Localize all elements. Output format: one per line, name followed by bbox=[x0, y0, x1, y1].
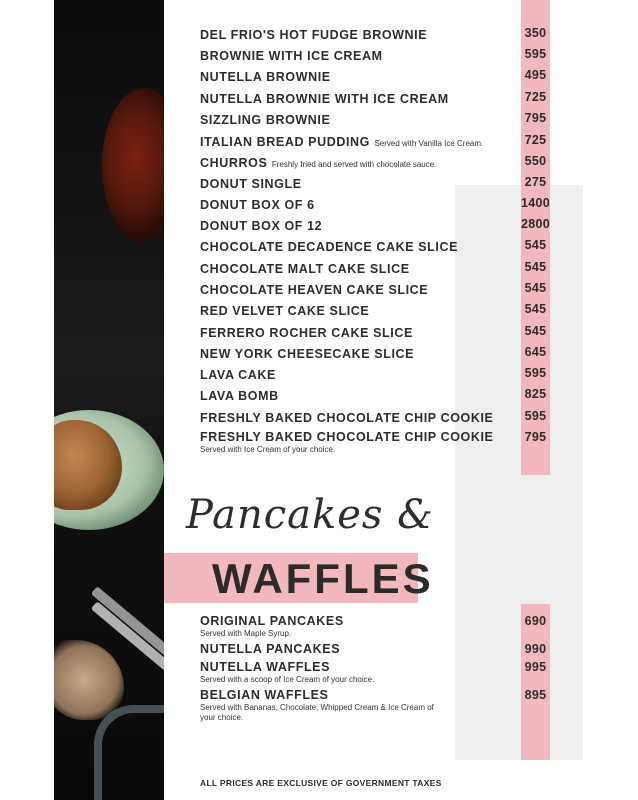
item-price: 595 bbox=[524, 47, 547, 61]
menu-item bbox=[200, 281, 550, 299]
item-price: 495 bbox=[524, 68, 547, 82]
item-price: 545 bbox=[524, 238, 547, 252]
item-price: 545 bbox=[524, 302, 547, 316]
item-name: DONUT BOX OF 12 bbox=[200, 219, 323, 233]
menu-item bbox=[200, 324, 550, 342]
item-price: 275 bbox=[524, 175, 547, 189]
cup-image bbox=[94, 705, 164, 800]
menu-item bbox=[200, 642, 550, 656]
item-price: 795 bbox=[524, 430, 547, 444]
item-name: DONUT SINGLE bbox=[200, 177, 302, 191]
menu-item bbox=[200, 430, 550, 455]
item-price: 895 bbox=[524, 688, 547, 702]
menu-item bbox=[200, 238, 550, 256]
item-description: Freshly fried and served with chocolate sauce. bbox=[271, 160, 437, 169]
item-name: NUTELLA BROWNIE WITH ICE CREAM bbox=[200, 92, 449, 106]
item-description: Served with Vanilla Ice Cream. bbox=[374, 139, 484, 148]
item-name: CHOCOLATE DECADENCE CAKE SLICE bbox=[200, 240, 459, 254]
item-description: Served with Ice Cream of your choice. bbox=[200, 445, 336, 454]
menu-item bbox=[200, 111, 550, 129]
item-price: 1400 bbox=[521, 196, 551, 210]
menu-item bbox=[200, 302, 550, 320]
item-price: 645 bbox=[524, 345, 547, 359]
item-price: 595 bbox=[524, 366, 547, 380]
item-name: FRESHLY BAKED CHOCOLATE CHIP COOKIE bbox=[200, 411, 494, 425]
food-photo bbox=[54, 0, 164, 800]
menu-item bbox=[200, 387, 550, 405]
item-name: DEL FRIO'S HOT FUDGE BROWNIE bbox=[200, 28, 428, 42]
item-description: Served with Maple Syrup. bbox=[200, 629, 292, 638]
menu-item bbox=[200, 614, 550, 639]
menu-item bbox=[200, 345, 550, 363]
item-name: NEW YORK CHEESECAKE SLICE bbox=[200, 347, 415, 361]
item-name: BELGIAN WAFFLES bbox=[200, 688, 329, 702]
churro-swirl-image bbox=[102, 88, 164, 243]
item-name: RED VELVET CAKE SLICE bbox=[200, 304, 370, 318]
item-name: NUTELLA PANCAKES bbox=[200, 642, 341, 656]
item-price: 350 bbox=[524, 26, 547, 40]
menu-item bbox=[200, 68, 550, 86]
menu-item bbox=[200, 196, 550, 214]
item-name: NUTELLA BROWNIE bbox=[200, 70, 331, 84]
item-name: FRESHLY BAKED CHOCOLATE CHIP COOKIE bbox=[200, 430, 494, 444]
section-script-title: Pancakes & bbox=[186, 492, 434, 538]
item-price: 725 bbox=[524, 133, 547, 147]
menu-item bbox=[200, 217, 550, 235]
menu-item bbox=[200, 366, 550, 384]
item-price: 690 bbox=[524, 614, 547, 628]
item-description: Served with Bananas, Chocolate, Whipped Cream & Ice Cream of your choice. bbox=[200, 703, 434, 722]
item-name: BROWNIE WITH ICE CREAM bbox=[200, 49, 383, 63]
item-price: 825 bbox=[524, 387, 547, 401]
item-price: 725 bbox=[524, 90, 547, 104]
item-name: CHOCOLATE HEAVEN CAKE SLICE bbox=[200, 283, 429, 297]
item-name: DONUT BOX OF 6 bbox=[200, 198, 315, 212]
item-price: 545 bbox=[524, 324, 547, 338]
napkin-image bbox=[54, 640, 124, 720]
item-price: 595 bbox=[524, 409, 547, 423]
item-name: CHURROS bbox=[200, 156, 268, 170]
menu-item bbox=[200, 660, 550, 685]
item-name: ITALIAN BREAD PUDDING bbox=[200, 135, 371, 149]
item-price: 545 bbox=[524, 281, 547, 295]
menu-item bbox=[200, 409, 550, 427]
item-name: ORIGINAL PANCAKES bbox=[200, 614, 344, 628]
item-price: 550 bbox=[524, 154, 547, 168]
item-name: SIZZLING BROWNIE bbox=[200, 113, 331, 127]
menu-item bbox=[200, 175, 550, 193]
menu-item bbox=[200, 47, 550, 65]
menu-item bbox=[200, 688, 550, 723]
item-name: FERRERO ROCHER CAKE SLICE bbox=[200, 326, 413, 340]
item-price: 995 bbox=[524, 660, 547, 674]
item-price: 545 bbox=[524, 260, 547, 274]
item-description: Served with a scoop of Ice Cream of your choice. bbox=[200, 675, 375, 684]
menu-item bbox=[200, 90, 550, 108]
item-name: LAVA CAKE bbox=[200, 368, 276, 382]
item-price: 990 bbox=[524, 642, 547, 656]
section-banner-title: WAFFLES bbox=[212, 555, 434, 602]
item-price: 795 bbox=[524, 111, 547, 125]
item-name: NUTELLA WAFFLES bbox=[200, 660, 331, 674]
item-name: LAVA BOMB bbox=[200, 389, 279, 403]
menu-item bbox=[200, 154, 550, 172]
item-price: 2800 bbox=[521, 217, 551, 231]
menu-item bbox=[200, 133, 550, 151]
menu-item bbox=[200, 260, 550, 278]
item-name: CHOCOLATE MALT CAKE SLICE bbox=[200, 262, 410, 276]
tax-disclaimer: ALL PRICES ARE EXCLUSIVE OF GOVERNMENT TAXES bbox=[200, 778, 442, 788]
menu-item bbox=[200, 26, 550, 44]
